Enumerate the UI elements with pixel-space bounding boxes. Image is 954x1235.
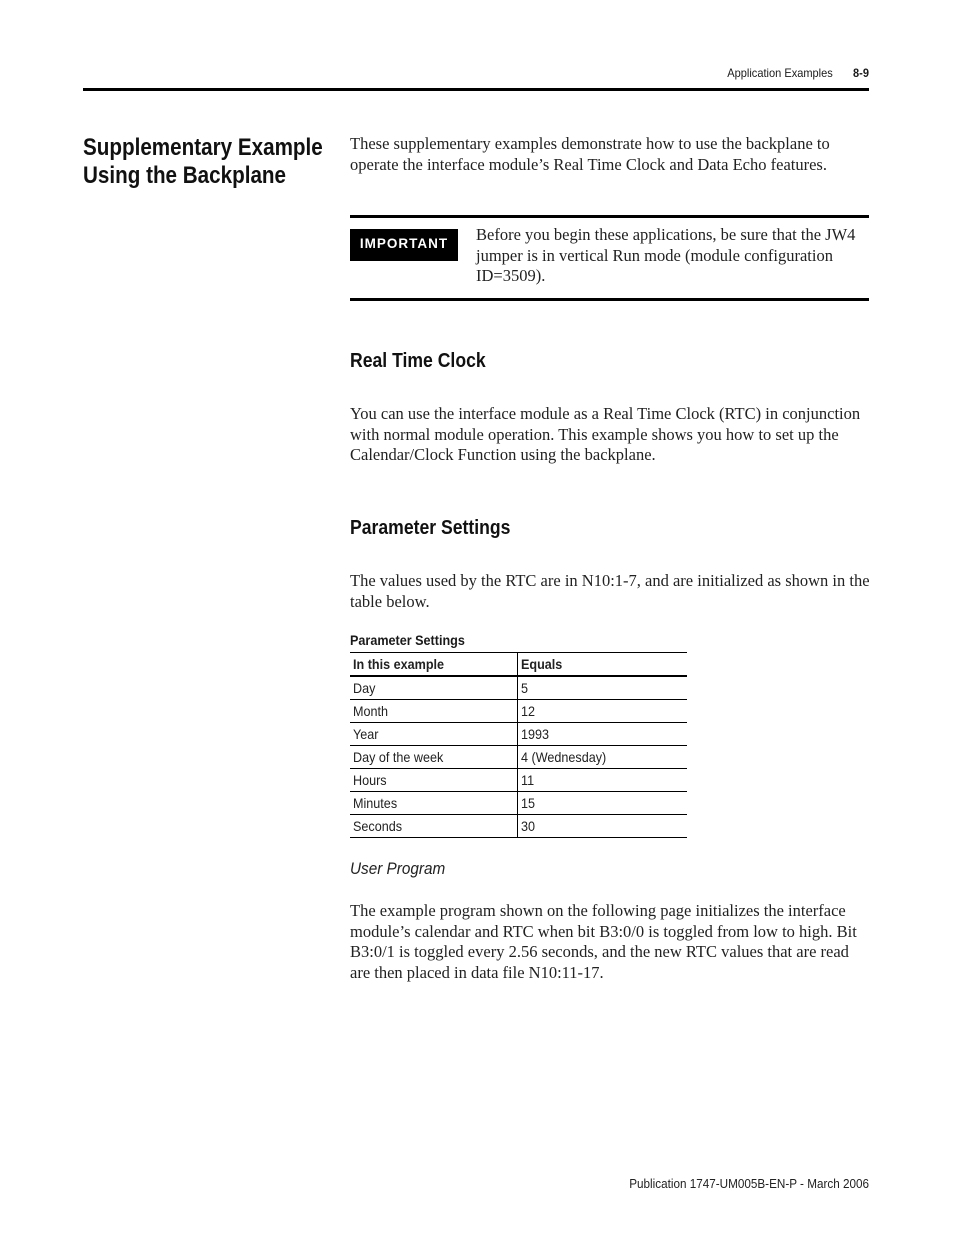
table-cell: 11 [517, 769, 687, 792]
important-text: Before you begin these applications, be sure that the JW4 jumper is in vertical Run mode (module configuration ID=3509). [476, 225, 856, 285]
table-cell: Month [350, 700, 517, 723]
rtc-heading: Real Time Clock [350, 350, 486, 372]
table-header-cell: Equals [517, 653, 687, 677]
intro-paragraph: These supplementary examples demonstrate how to use the backplane to operate the interface module’s Real Time Clock and Data Echo features. [350, 134, 830, 174]
table-cell: Seconds [350, 815, 517, 838]
table-cell: Minutes [350, 792, 517, 815]
header-section-name: Application Examples [727, 66, 833, 80]
table-row [350, 769, 687, 792]
important-badge: IMPORTANT [350, 229, 458, 261]
important-rule-top [350, 215, 869, 218]
running-header [70, 66, 869, 80]
table-cell: Year [350, 723, 517, 746]
table-cell: 12 [517, 700, 687, 723]
table-row [350, 746, 687, 769]
rtc-paragraph: You can use the interface module as a Real Time Clock (RTC) in conjunction with normal module operation. This example shows you how to set up the Calendar/Clock Function using the backplane. [350, 404, 861, 464]
section-title: Supplementary Example Using the Backplane [83, 134, 323, 189]
header-page-number: 8-9 [853, 66, 869, 80]
table-cell: Day [350, 676, 517, 700]
footer-publication: Publication 1747-UM005B-EN-P - March 2006 [629, 1176, 869, 1191]
table-row [350, 723, 687, 746]
header-rule [83, 88, 869, 91]
parameter-settings-paragraph: The values used by the RTC are in N10:1-7, and are initialized as shown in the table below. [350, 571, 870, 611]
user-program-paragraph: The example program shown on the following page initializes the interface module’s calendar and RTC when bit B3:0/0 is toggled from low to high. Bit B3:0/1 is toggled every 2.56 seconds, and the new RTC values that are read are then placed in data file N10:11-17. [350, 901, 857, 982]
user-program-heading: User Program [350, 859, 446, 878]
table-cell: 5 [517, 676, 687, 700]
table-row [350, 676, 687, 700]
table-row [350, 792, 687, 815]
parameter-settings-heading: Parameter Settings [350, 517, 511, 539]
table-cell: 30 [517, 815, 687, 838]
table-header-cell: In this example [350, 653, 517, 677]
table-cell: 15 [517, 792, 687, 815]
table-header-row [350, 653, 687, 677]
parameter-table [350, 652, 687, 838]
important-rule-bottom [350, 298, 869, 301]
table-cell: 1993 [517, 723, 687, 746]
table-caption: Parameter Settings [350, 632, 465, 648]
table-cell: Hours [350, 769, 517, 792]
table-row [350, 815, 687, 838]
table-row [350, 700, 687, 723]
table-cell: Day of the week [350, 746, 517, 769]
table-cell: 4 (Wednesday) [517, 746, 687, 769]
